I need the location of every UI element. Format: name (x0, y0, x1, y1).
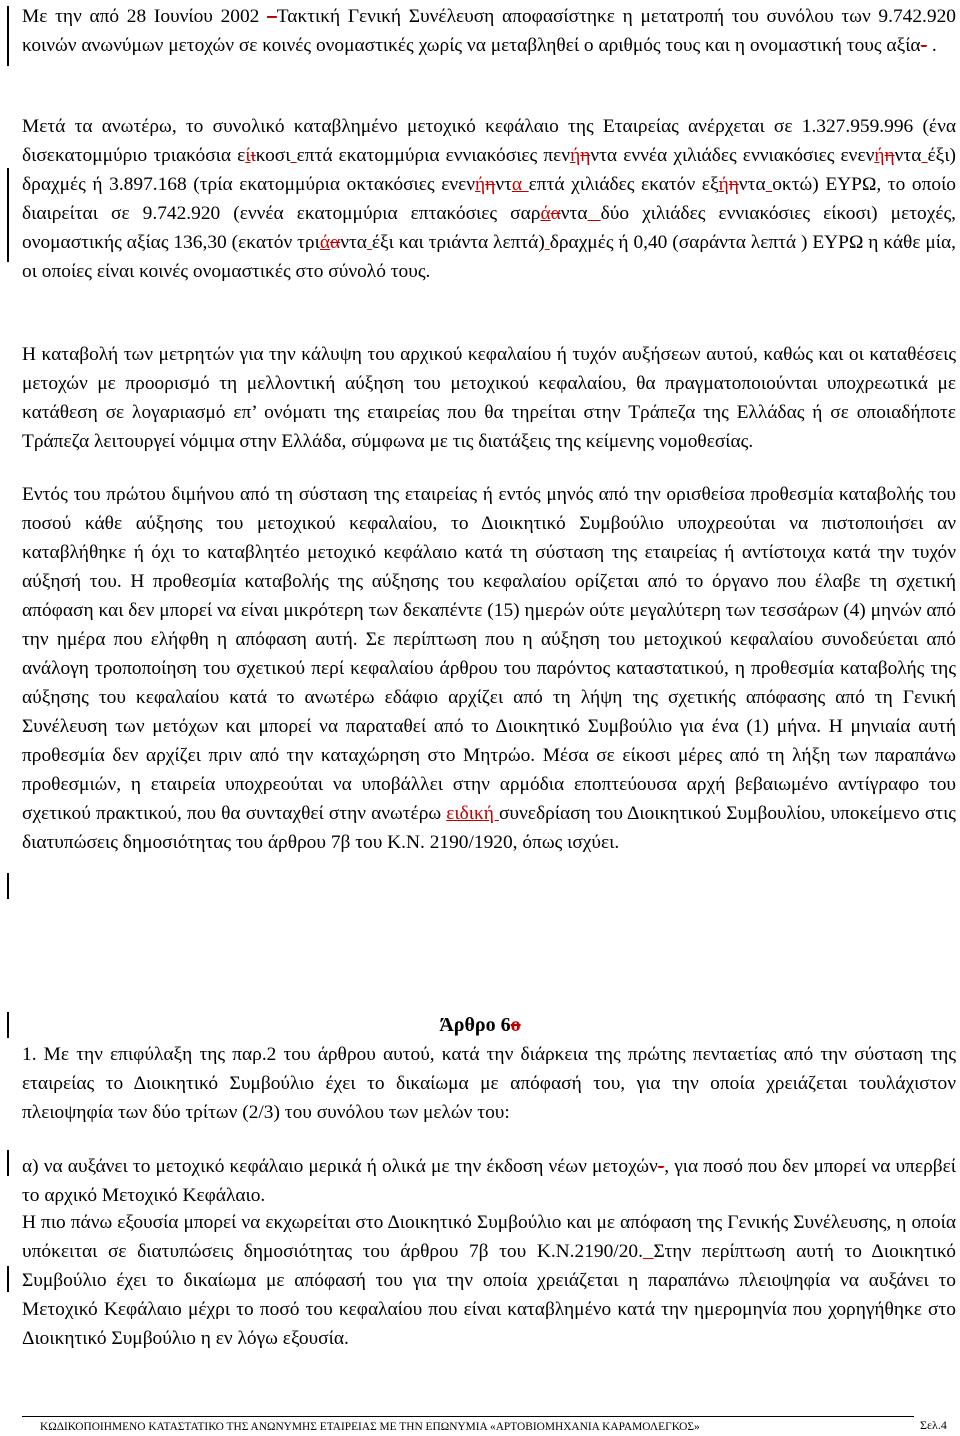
text-run: ντα (560, 203, 588, 224)
text-run: επτά χιλιάδες εκατόν εξ (528, 174, 719, 195)
inserted-text (588, 203, 601, 224)
inserted-text: ί (245, 145, 251, 166)
text-run: 1. Με την επιφύλαξη της παρ.2 του άρθρου αυτού, κατά την διάρκεια της πρώτης πενταετίας από την σύσταση της εταιρείας το Διοικητικό Συμβούλιο έχει το δικαίωμα με απόφασή του, για την οποία χρειάζεται τουλάχιστον πλειοψηφία των δύο τρίτων (2/3) του συνόλου των μελών του: (22, 1044, 956, 1123)
inserted-text: ά (319, 232, 331, 253)
text-run: κοσι (255, 145, 291, 166)
text-run: οκτώ) ΕΥΡΩ, το οποίο διαιρείται σε 9.742.920 (εννέα εκατομμύρια επτακόσιες σαρ (22, 174, 956, 224)
change-bar (7, 6, 9, 66)
deleted-text: α (550, 203, 561, 224)
article-heading (0, 1010, 960, 1040)
paragraph-capital-certification (22, 480, 956, 857)
paragraph-cash-deposit (22, 340, 956, 456)
change-bar (7, 1150, 9, 1176)
text-run: Στην περίπτωση αυτή το Διοικητικό Συμβούλιο έχει το δικαίωμα με απόφασή του για την οποία χρειάζεται η παραπάνω πλειοψηφία να αυξάνει το Μετοχικό Κεφάλαιο μέχρι το ποσό του κεφαλαίου που είναι καταβλημένο κατά την ημερομηνία που χορηγήθηκε στο Διοικητικό Συμβούλιο η εν λόγω εξουσία. (22, 1241, 956, 1349)
page-number: Σελ.4 (920, 1418, 947, 1432)
text-run: . (927, 35, 937, 56)
change-bar (7, 168, 9, 262)
text-run: Τακτική Γενική Συνέλευση αποφασίστηκε η μετατροπή του συνόλου των 9.742.920 κοινών ανωνύμων μετοχών σε κοινές ονομαστικές χωρίς να μεταβληθεί ο αριθμός τους και η ονομαστική τους αξία (22, 6, 956, 56)
inserted-text: ή (718, 174, 729, 195)
text-run: ντα (738, 174, 766, 195)
paragraph-capital-increase-item-a (22, 1152, 956, 1210)
text-run: Η πιο πάνω εξουσία μπορεί να εκχωρείται στο Διοικητικό Συμβούλιο και με απόφαση της Γενικής Συνέλευσης, η οποία υπόκειται σε διατυπώσεις δημοσιότητας του άρθρου 7β του Κ.Ν.2190/20. (22, 1212, 956, 1262)
text-run: ντα (894, 145, 922, 166)
change-bar (7, 1266, 9, 1292)
text-run: Με την από 28 Ιουνίου 2002 (22, 6, 268, 27)
footer-title: ΚΩΔΙΚΟΠΟΙΗΜΕΝΟ ΚΑΤΑΣΤΑΤΙΚΟ ΤΗΣ ΑΝΩΝΥΜΗΣ ΕΤΑΙΡΕΙΑΣ ΜΕ ΤΗΝ ΕΠΩΝΥΜΙΑ «ΑΡΤΟΒΙΟΜΗΧΑΝΙΑ ΚΑΡΑΜΟΛΕΓΚΟΣ» (40, 1421, 700, 1433)
text-run: έξι) δραχμές ή 3.897.168 (τρία εκατομμύρια οκτακόσιες ενεν (22, 145, 956, 195)
paragraph-share-conversion (22, 2, 956, 60)
text-run: Εντός του πρώτου διμήνου από τη σύσταση της εταιρείας ή εντός μηνός από την ορισθείσα προθεσμία καταβολής του ποσού κάθε αύξησης του μετοχικού κεφαλαίου, το Διοικητικό Συμβούλιο υποχρεούται να πιστοποιήσει αν καταβλήθηκε ή όχι το καταβλητέο μετοχικό κεφάλαιο κατά τη σύσταση της εταιρείας ή αντίστοιχα κατά την τυχόν αύξησή του. Η προθεσμία καταβολής της αύξησης του κεφαλαίου ορίζεται από το όργανο που έλαβε τη σχετική απόφαση και δεν μπορεί να είναι μικρότερη των δεκαπέντε (15) ημερών ούτε μεγαλύτερη των τεσσάρων (4) μηνών από την ημέρα που ελήφθη η απόφαση αυτή. Σε περίπτωση που η αύξηση του μετοχικού κεφαλαίου συνοδεύεται από ανάλογη τροποποίηση του σχετικού περί κεφαλαίου άρθρου του παρόντος καταστατικού, η προθεσμία καταβολής της αύξησης του κεφαλαίου κατά το ανωτέρω εδάφιο αρχίζει από τη λήψη της σχετικής απόφασης από τη Γενική Συνέλευση των μετόχων και μπορεί να παραταθεί από το Διοικητικό Συμβούλιο για ένα (1) μήνα. Η μηνιαία αυτή προθεσμία δεν αρχίζει πριν από την καταχώρηση στο Μητρώο. Μέσα σε είκοσι μέρες από τη λήξη των παραπάνω προθεσμιών, η εταιρεία υποχρεούται να υποβάλλει στην αρμόδια εποπτεύουσα αρχή βεβαιωμένο αντίγραφο του σχετικού πρακτικού, που θα συνταχθεί στην ανωτέρω (22, 484, 956, 824)
deleted-text: – (267, 6, 277, 27)
inserted-text: ειδική (446, 803, 499, 824)
inserted-text: ή (570, 145, 581, 166)
text-run: , για ποσό που δεν μπορεί να υπερβεί το αρχικό Μετοχικό Κεφάλαιο. (22, 1156, 956, 1206)
deleted-text: η (485, 174, 496, 195)
inserted-text: ή (475, 174, 486, 195)
deleted-text: η (728, 174, 739, 195)
inserted-text: ά (540, 203, 551, 224)
deleted-text: ι (250, 145, 256, 166)
text-run: Μετά τα ανωτέρω, το συνολικό καταβλημένο μετοχικό κεφάλαιο της Εταιρείας ανέρχεται σε 1.327.959.996 (ένα δισεκατομμύριο τριακόσια ε (22, 116, 956, 166)
inserted-text: α (511, 174, 529, 195)
text-run: ντα εννέα χιλιάδες εννιακόσιες ενεν (590, 145, 875, 166)
text-run: δραχμές ή 0,40 (σαράντα λεπτά ) ΕΥΡΩ η κάθε μία, οι οποίες είναι κοινές ονομαστικές στο σύνολό τους. (22, 232, 957, 282)
paragraph-share-capital (22, 112, 956, 286)
inserted-text (643, 1241, 654, 1262)
article-heading-title: Άρθρο 6 (439, 1014, 511, 1036)
deleted-text: η (580, 145, 591, 166)
footer-divider (22, 1416, 914, 1417)
deleted-text: - (657, 1156, 665, 1177)
article-heading-deleted: ο (510, 1014, 521, 1036)
deleted-text: α (330, 232, 341, 253)
text-run: δύο χιλιάδες εννιακόσιες είκοσι) μετοχές, ονομαστικής αξίας 136,30 (εκατόν τρι (22, 203, 956, 253)
text-run: ντα (340, 232, 367, 253)
inserted-text: ή (874, 145, 885, 166)
change-bar (7, 873, 9, 899)
text-run: Η καταβολή των μετρητών για την κάλυψη του αρχικού κεφαλαίου ή τυχόν αυξήσεων αυτού, καθώς και οι καταθέσεις μετοχών με προορισμό τη μελλοντική αύξηση του μετοχικού κεφαλαίου, θα πραγματοποιούνται υποχρεωτικά με κατάθεση σε λογαριασμό επ’ ονόματι της εταιρείας που θα τηρείται στην Τράπεζα της Ελλάδας ή σε οποιαδήποτε Τράπεζα λειτουργεί νόμιμα στην Ελλάδα, σύμφωνα με τις διατάξεις της κείμενης νομοθεσίας. (22, 344, 956, 452)
text-run: ντ (495, 174, 512, 195)
text-run: συνεδρίαση του Διοικητικού Συμβουλίου, υποκείμενο στις διατυπώσεις δημοσιότητας του άρθρου 7β του Κ.Ν. 2190/1920, όπως ισχύει. (22, 803, 956, 853)
text-run: α) να αυξάνει το μετοχικό κεφάλαιο μερικά ή ολικά με την έκδοση νέων μετοχών (22, 1156, 658, 1177)
text-run: επτά εκατομμύρια εννιακόσιες πεν (296, 145, 571, 166)
text-run: έξι και τριάντα λεπτά) (371, 232, 545, 253)
deleted-text: - (920, 35, 928, 56)
paragraph-delegation (22, 1208, 956, 1353)
deleted-text: η (884, 145, 895, 166)
paragraph-board-authority (22, 1040, 956, 1127)
